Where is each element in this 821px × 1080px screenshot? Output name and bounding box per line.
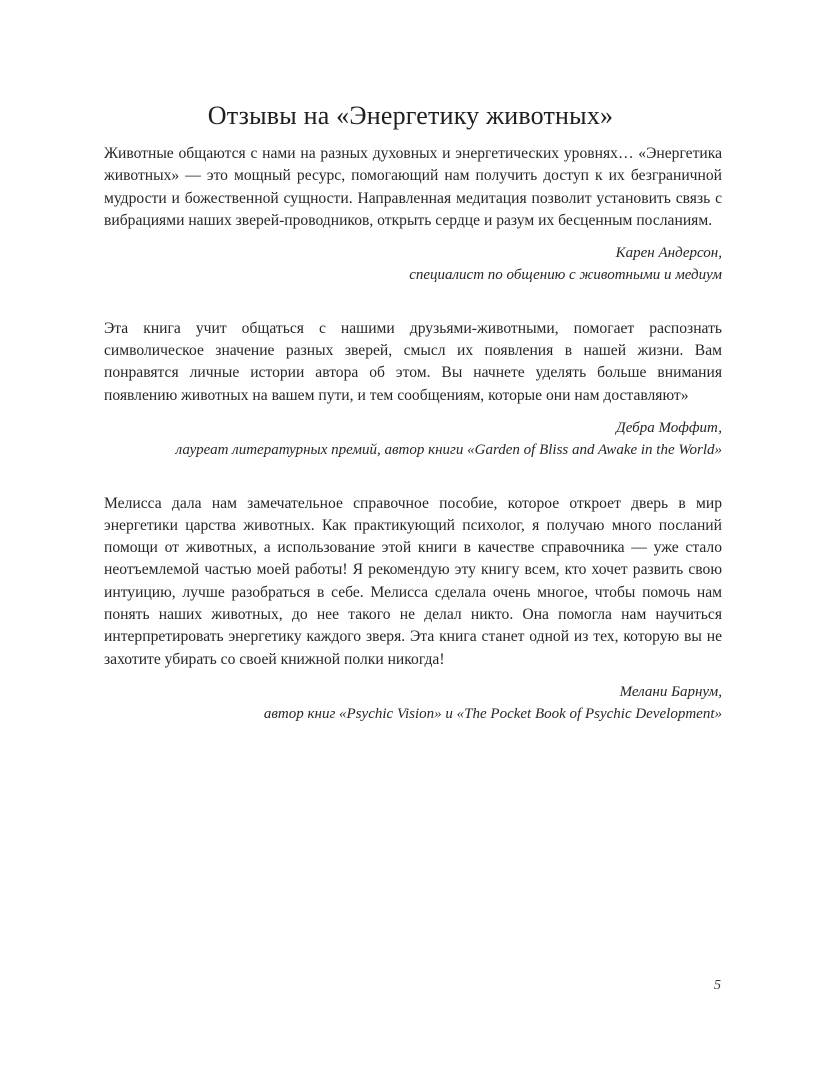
- review-attribution: [104, 417, 722, 462]
- page-title: Отзывы на «Энергетику животных»: [207, 101, 614, 131]
- review-text: Животные общаются с нами на разных духовных и энергетических уровнях… «Энергетика животных» — это мощный ресурс, помогающий нам получить доступ к их безграничной мудрости и божественной сущности. Направленная медитация позволит установить связь с вибрациями наших зверей-проводников, открыть сердце и разум их бесценным посланиям.: [104, 145, 722, 229]
- page-number: 5: [714, 978, 721, 993]
- review-author: Карен Андерсон,: [615, 245, 722, 262]
- review-attribution: [104, 242, 722, 287]
- review-1: [104, 143, 722, 287]
- review-author-role: лауреат литературных премий, автор книги «Garden of Bliss and Awake in the World»: [175, 442, 722, 459]
- review-2: [104, 318, 722, 462]
- review-author-role: специалист по общению с животными и медиум: [409, 267, 722, 284]
- review-attribution: [104, 681, 722, 726]
- review-author: Дебра Моффит,: [616, 419, 722, 436]
- reviews-section: [104, 143, 722, 726]
- review-3: [104, 493, 722, 726]
- review-author-role: автор книг «Psychic Vision» и «The Pocket Book of Psychic Development»: [263, 706, 722, 723]
- review-text: Мелисса дала нам замечательное справочное пособие, которое откроет дверь в мир энергетики царства животных. Как практикующий психолог, я получаю много посланий помощи от животных, а использование этой книги в качестве справочника — уже стало неотъемлемой частью моей работы! Я рекомендую эту книгу всем, кто хочет развить свою интуицию, лучше разобраться в себе. Мелисса сделала очень многое, чтобы помочь нам понять наших животных, до нее такого не делал никто. Она помогла нам научиться интерпретировать энергетику каждого зверя. Эта книга станет одной из тех, которую вы не захотите убирать со своей книжной полки никогда!: [104, 494, 722, 668]
- review-author: Мелани Барнум,: [619, 683, 722, 700]
- review-text: Эта книга учит общаться с нашими друзьями-животными, помогает распознать символическое значение разных зверей, смысл их появления в нашей жизни. Вам понравятся личные истории автора об этом. Вы начнете уделять больше внимания появлению животных на вашем пути, и тем сообщениям, которые они нам доставляют»: [104, 319, 722, 404]
